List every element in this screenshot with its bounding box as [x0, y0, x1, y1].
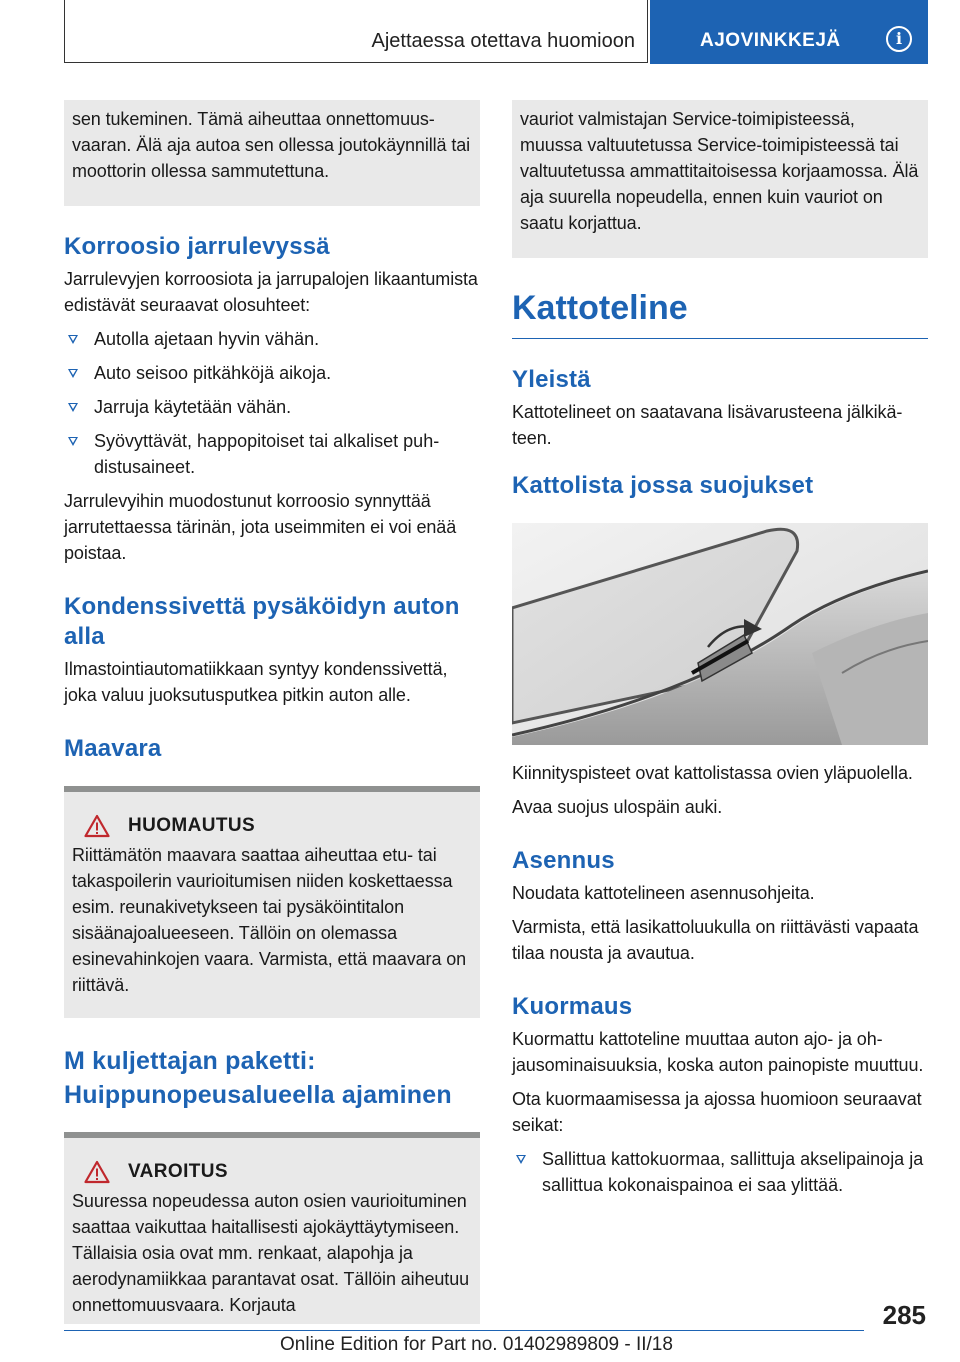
- install-text-1: Noudata kattotelineen asennusohjeita.: [512, 883, 815, 903]
- general-text: Kattotelineet on saatavana lisävarusteena jälkikäteen.: [512, 402, 903, 448]
- continued-note-box: [64, 100, 480, 206]
- warning-text: Suuressa nopeudessa auton osien vaurioituminen saattaa vaikuttaa haitallisesti ajokäyttäytymiseen. Tällaisia osia ovat mm. renkaat, alapohja ja aerodynamiikkaa parantavat osat. Tällöin aiheutuu onnettomuusvaara. Korjauta: [72, 1191, 470, 1315]
- notice-title: HUOMAUTUS: [72, 814, 472, 838]
- rail-heading: Kattolista jossa suojukset: [512, 472, 814, 499]
- condensation-text: Ilmastointiautomatiikkaan syntyy kondenssivettä, joka valuu juoksutusputkea pitkin auton alle.: [64, 659, 448, 705]
- roof-rail-photo: [512, 523, 928, 745]
- install-heading: Asennus: [512, 847, 615, 874]
- page-header: [64, 0, 928, 64]
- triangle-bullet-icon: [68, 437, 78, 446]
- corrosion-heading: Korroosio jarrulevyssä: [64, 233, 330, 260]
- continued-note-text: sen tukeminen. Tämä aiheuttaa onnettomuusvaaran. Älä aja autoa sen ollessa joutokäynnillä tai moottorin ollessa sammutettuna.: [72, 109, 471, 181]
- install-text-2: Varmista, että lasikattoluukulla on riittävästi vapaata tilaa nousta ja avautua.: [512, 917, 919, 963]
- right-column: [512, 100, 928, 1206]
- triangle-bullet-icon: [516, 1155, 526, 1164]
- clearance-heading: Maavara: [64, 735, 162, 762]
- notice-text: Riittämätön maavara saattaa aiheuttaa etu- tai takaspoilerin vaurioitumisen niiden koskettaessa esim. reunakivetykseen tai pysäköintitalon sisäänajoalueeseen. Tällöin on olemassa esinevahinkojen vaara. Varmista, että maavara on riittävä.: [72, 845, 467, 995]
- triangle-bullet-icon: [68, 335, 78, 344]
- condensation-heading: Kondenssivettä pysäköidyn auton alla: [64, 593, 460, 650]
- list-item: Syövyttävät, happopitoiset tai alkaliset puhdistusaineet.: [64, 428, 480, 480]
- continued-warning-box: [512, 100, 928, 258]
- load-list: [512, 1146, 928, 1198]
- header-chapter-label: AJOVINKKEJÄ: [700, 30, 841, 51]
- warning-triangle-icon: [84, 1160, 110, 1184]
- info-icon[interactable]: i: [886, 26, 912, 52]
- triangle-bullet-icon: [68, 369, 78, 378]
- notice-box: [64, 786, 480, 1018]
- page-number: 285: [882, 1300, 926, 1330]
- load-text-1: Kuormattu kattoteline muuttaa auton ajo- ja ohjausominaisuuksia, koska auton painopiste muuttuu.: [512, 1029, 924, 1075]
- mdriver-heading: M kuljettajan paketti: Huippunopeusalueella ajaminen: [64, 1047, 452, 1109]
- warning-triangle-icon: [84, 814, 110, 838]
- general-heading: Yleistä: [512, 366, 591, 393]
- roofrack-heading: Kattoteline: [512, 286, 928, 339]
- rail-text-1: Kiinnityspisteet ovat kattolistassa ovien yläpuolella.: [512, 763, 913, 783]
- list-item: Auto seisoo pitkähköjä aikoja.: [64, 360, 480, 386]
- header-section-box: [64, 0, 648, 63]
- continued-warning-text: vauriot valmistajan Service-toimipisteessä, muussa valtuutetussa Service-toimipisteessä tai valtuutetussa ammattitaitoisessa korjaamossa. Älä aja suurella nopeudella, ennen kuin vauriot on saatu korjattua.: [520, 109, 919, 233]
- warning-box: [64, 1132, 480, 1324]
- corrosion-outro: Jarrulevyihin muodostunut korroosio synnyttää jarrutettaessa tärinän, jota useimmiten ei voi enää poistaa.: [64, 491, 457, 563]
- rail-text-2: Avaa suojus ulospäin auki.: [512, 797, 723, 817]
- corrosion-list: [64, 326, 480, 480]
- triangle-bullet-icon: [68, 403, 78, 412]
- header-section-title: Ajettaessa otettava huomioon: [371, 30, 635, 52]
- list-item: Sallittua kattokuormaa, sallittuja akselipainoja ja sallittua kokonaispainoa ei saa ylittää.: [512, 1146, 928, 1198]
- footer-divider: [64, 1330, 864, 1331]
- footer-edition: Online Edition for Part no. 01402989809 - II/18: [280, 1334, 673, 1355]
- header-chapter-tab[interactable]: [650, 0, 928, 64]
- warning-title: VAROITUS: [72, 1160, 472, 1184]
- list-item: Autolla ajetaan hyvin vähän.: [64, 326, 480, 352]
- corrosion-intro: Jarrulevyjen korroosiota ja jarrupalojen likaantumista edistävät seuraavat olosuhteet:: [64, 269, 478, 315]
- load-text-2: Ota kuormaamisessa ja ajossa huomioon seuraavat seikat:: [512, 1089, 922, 1135]
- left-column: [64, 100, 480, 1324]
- list-item: Jarruja käytetään vähän.: [64, 394, 480, 420]
- load-heading: Kuormaus: [512, 993, 633, 1020]
